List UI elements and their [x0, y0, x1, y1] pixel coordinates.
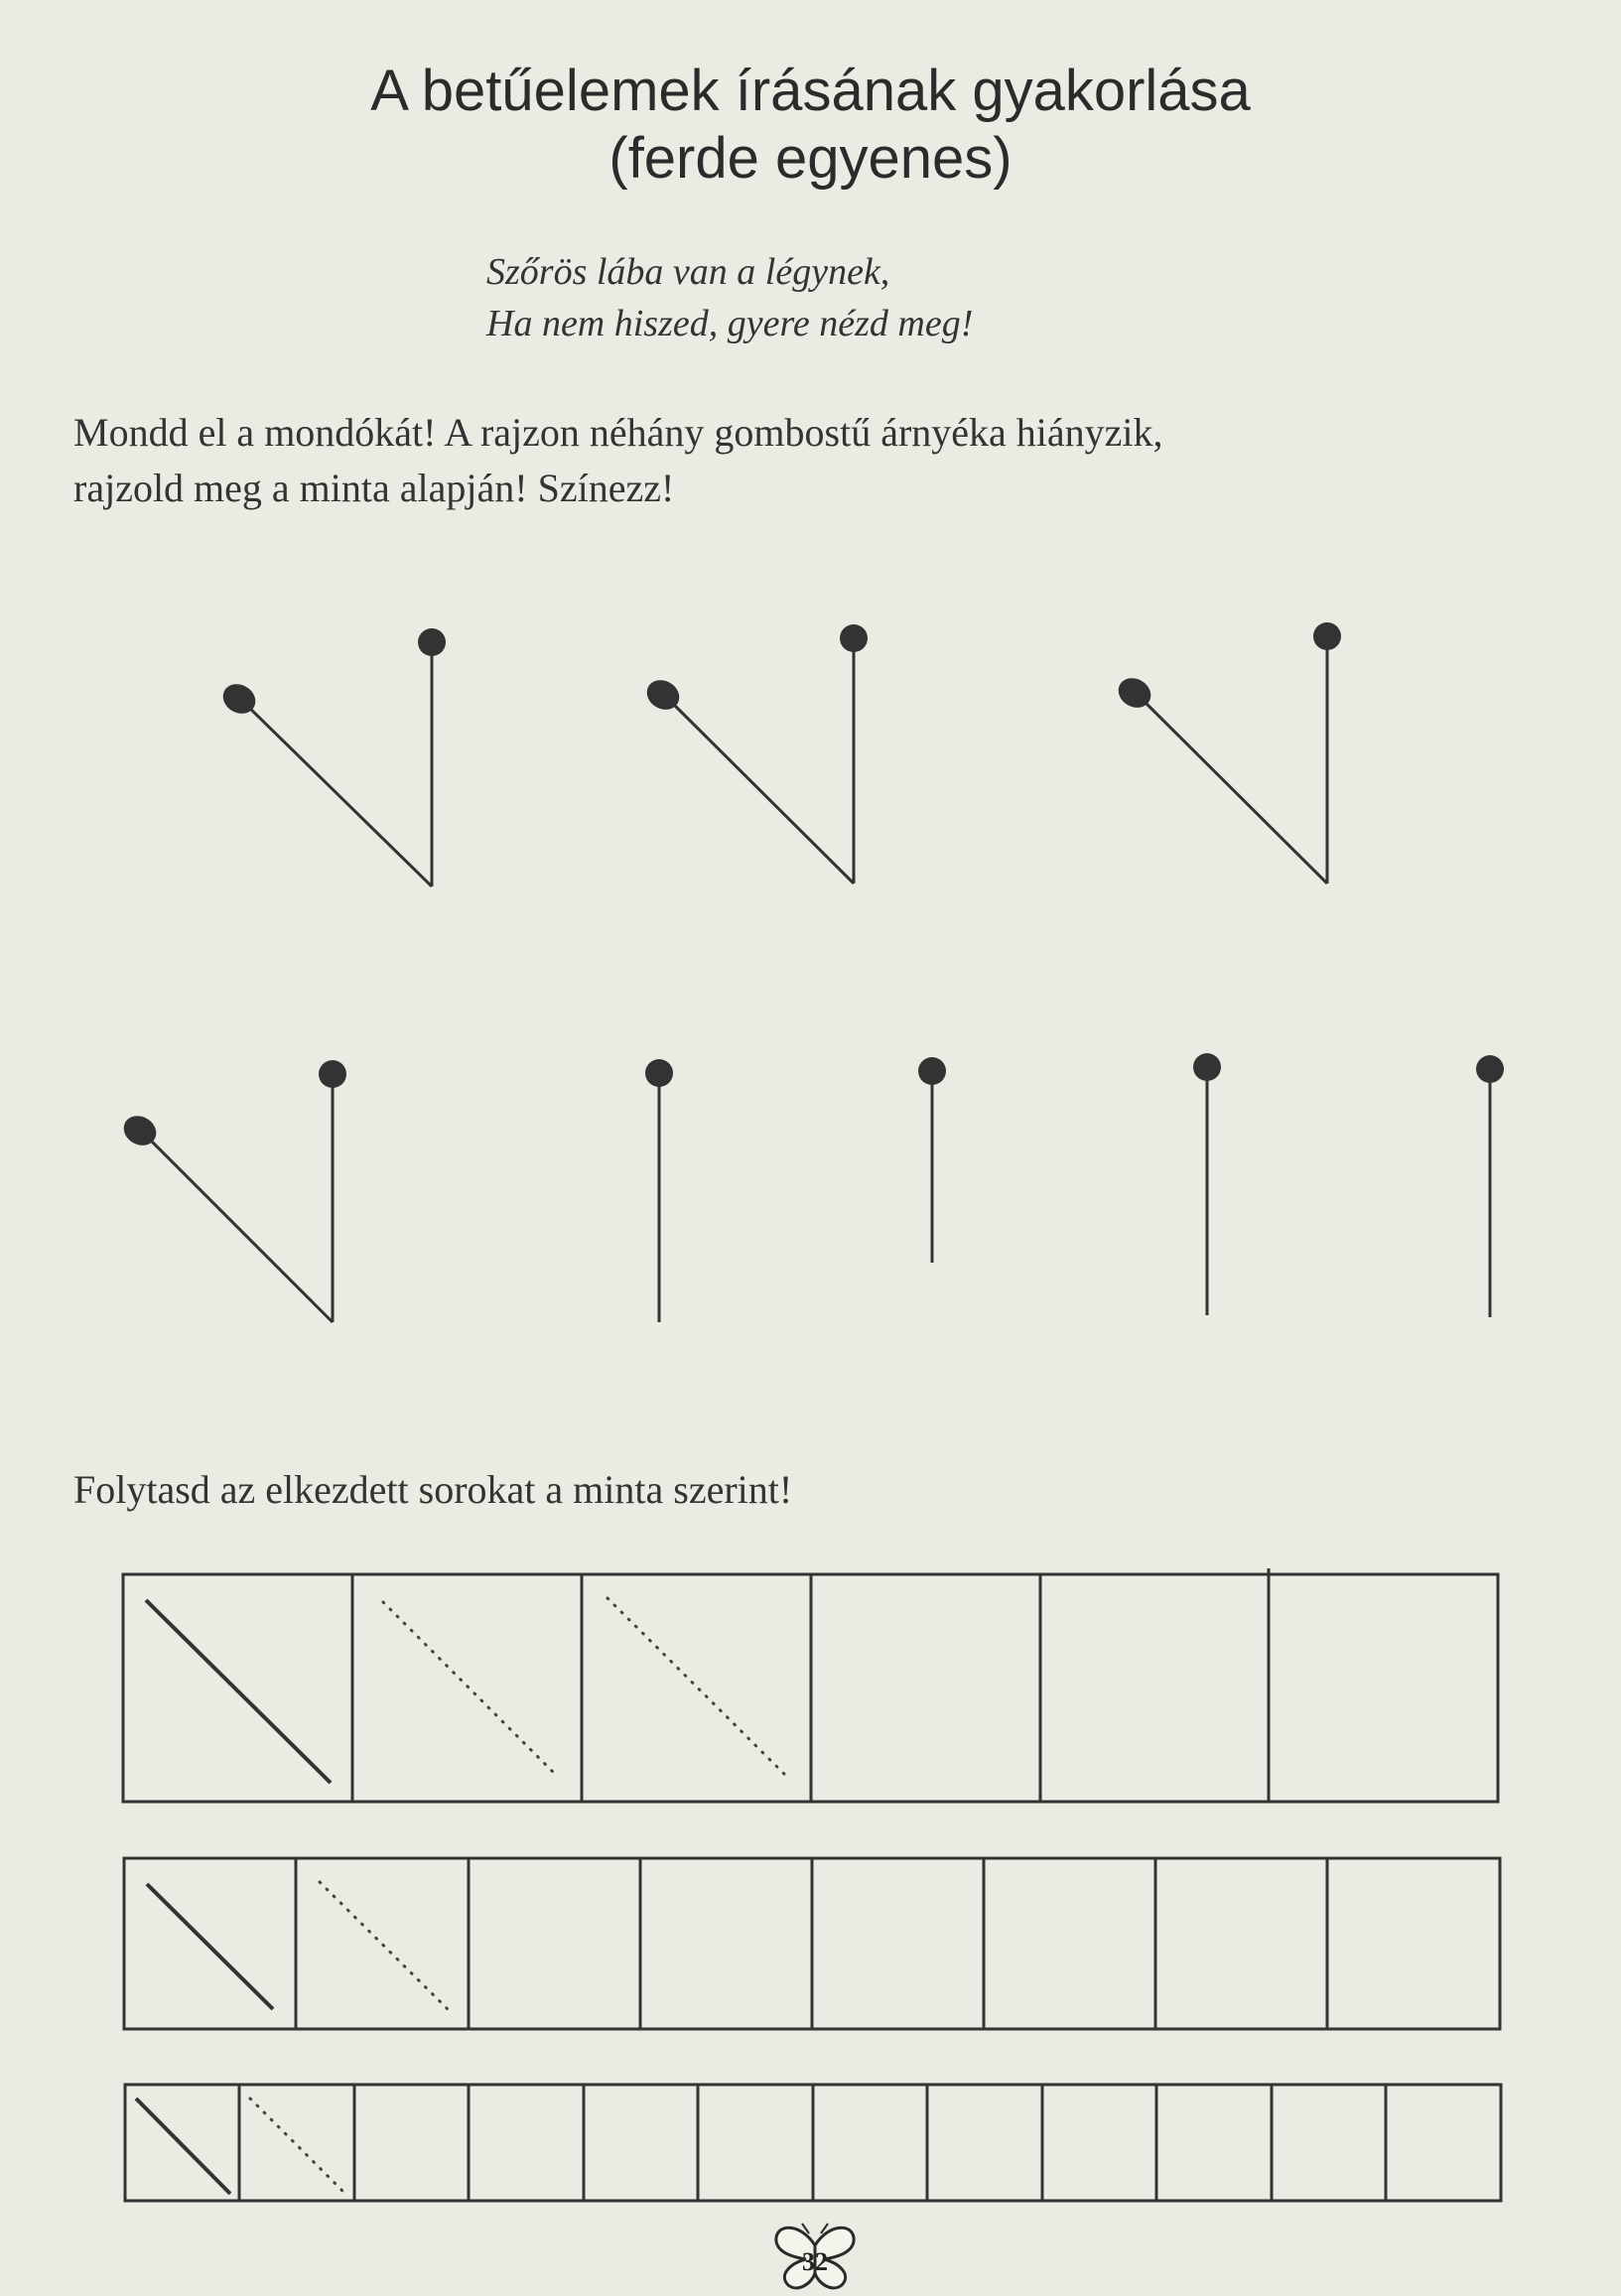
pin-without-shadow — [1193, 1053, 1221, 1315]
dotted-diagonal-guide[interactable] — [320, 1882, 452, 2013]
practice-row-2 — [124, 1858, 1500, 2029]
solid-diagonal-sample — [147, 1884, 273, 2009]
task-1-line-1: Mondd el a mondókát! A rajzon néhány gombostű árnyéka hiányzik, — [73, 410, 1163, 455]
pin-without-shadow — [918, 1057, 946, 1263]
pin-without-shadow — [1476, 1055, 1504, 1317]
pin-without-shadow — [645, 1059, 673, 1322]
title-line-1: A betűelemek írásának gyakorlása — [370, 59, 1251, 123]
practice-row-1 — [123, 1568, 1498, 1802]
dotted-diagonal-guide[interactable] — [383, 1602, 556, 1775]
pin-with-shadow — [217, 628, 446, 886]
dotted-diagonal-guide[interactable] — [250, 2098, 347, 2196]
solid-diagonal-sample — [136, 2098, 230, 2194]
dotted-diagonal-guide[interactable] — [608, 1598, 789, 1779]
pin-with-shadow — [118, 1060, 346, 1322]
title-line-2: (ferde egyenes) — [608, 126, 1013, 191]
pin-with-shadow — [1113, 622, 1341, 883]
task-1-line-2: rajzold meg a minta alapján! Színezz! — [73, 466, 675, 510]
rhyme-line-1: Szőrös lába van a légynek, — [486, 251, 890, 293]
pin-with-shadow — [641, 624, 868, 883]
task-2-instruction: Folytasd az elkezdett sorokat a minta szerint! — [73, 1467, 793, 1512]
rhyme-line-2: Ha nem hiszed, gyere nézd meg! — [486, 303, 974, 344]
practice-row-3 — [125, 2085, 1501, 2201]
solid-diagonal-sample — [146, 1600, 331, 1783]
page-number: 32 — [802, 2247, 828, 2276]
